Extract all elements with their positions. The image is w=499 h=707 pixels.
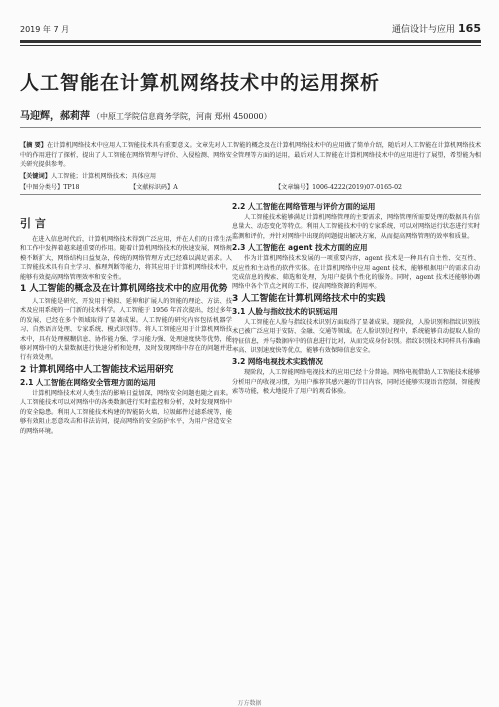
section-2-3-heading: 2.3 人工智能在 agent 技术方面的应用 (232, 243, 368, 253)
left-column (20, 200, 232, 436)
clc-number: 【中图分类号】TP18 (20, 184, 80, 191)
section-3-2-paragraph: 现阶段，人工智能网络电视技术的应用已经十分普遍。网络电视借助人工智能技术能够分析用户的收视习惯，为用户推荐其感兴趣的节目内容，同时还能够实现语音控制、智能搜索等功能，极大地提升了用户的观看体验。 (232, 369, 480, 396)
journal-info (392, 22, 481, 35)
issue-date: 2019 年 7 月 (20, 25, 70, 34)
running-header (20, 22, 481, 38)
section-2-2-paragraph: 人工智能技术能够满足计算机网络管理的主要需求，网络管理所需要处理的数据具有信息量大、动态变化等特点。利用人工智能技术中的专家系统，可以对网络运行状态进行实时监测和评价，并针对网络中出现的问题提出解决方案，从而提高网络管理的效率和质量。 (232, 214, 480, 240)
section-2-heading: 2 计算机网络中人工智能技术运用研究 (20, 364, 174, 375)
author-names: 马迎辉，郝莉萍 (20, 111, 90, 122)
author-line (20, 107, 272, 122)
header-rule-thin (20, 45, 481, 46)
page-footer: 万方数据 (237, 700, 262, 707)
journal-name: 通信设计与应用 (392, 25, 456, 35)
section-2-2-heading: 2.2 人工智能在网络管理与评价方面的运用 (232, 202, 376, 211)
section-2-3-paragraph: 作为计算机网络技术发展的一项重要内容，agent 技术是一种具有自主性、交互性、反应性和主动性的软件实体。在计算机网络中应用 agent 技术，能够根据用户的需求自动完成信息的搜索、筛选和处理，为用户提供个性化的服务。同时，agent 技术还能够协调网络中各个节点之间的工作，提高网络资源的利用率。 (232, 255, 480, 291)
intro-paragraph: 在进入信息时代后，计算机网络技术得到广泛应用，并在人们的日常生活和工作中发挥着越来越重要的作用。随着计算机网络技术的快速发展，网络规模不断扩大，网络结构日益复杂，传统的网络管理方式已经难以满足需求。人工智能技术具有自主学习、推理判断等能力，将其应用于计算机网络技术中，能够有效提高网络管理效率和安全性。 (20, 236, 232, 281)
intro-heading: 引 言 (20, 217, 46, 230)
article-number: 【文章编号】1006-4222(2019)07-0165-02 (275, 184, 402, 191)
section-3-heading: 3 人工智能在计算机网络技术中的实践 (232, 293, 386, 304)
abstract-label: 【摘 要】 (20, 142, 47, 149)
section-3-1-heading: 3.1 人脸与指纹技术的识别运用 (232, 306, 338, 316)
abstract-rule-top (20, 127, 481, 128)
keywords (20, 171, 481, 180)
abstract-rule-bottom (20, 194, 481, 195)
abstract (20, 141, 481, 170)
keywords-text: 人工智能；计算机网络技术；具体应用 (50, 173, 157, 180)
header-rule-thick (20, 40, 481, 43)
section-2-1-heading: 2.1 人工智能在网络安全管理方面的运用 (20, 377, 156, 387)
abstract-text: 在计算机网络技术中应用人工智能技术具有重要意义。文章先对人工智能的概念及在计算机网络技术中的应用做了简单介绍，随后对人工智能在计算机网络技术中的作用进行了探析，提出了人工智能在网络管理与评价、入侵检测、网络安全管理等方面的运用，最后对人工智能在计算机网络技术中的应用进行了展望，希望能为相关研究提供参考。 (20, 142, 482, 168)
section-1-heading: 1 人工智能的概念及在计算机网络技术中的应用优势 (20, 284, 228, 295)
doc-code: 【文献标识码】A (130, 184, 178, 191)
paper-title: 人工智能在计算机网络技术中的运用探析 (20, 72, 381, 94)
page-number: 165 (458, 22, 481, 35)
section-2-1-paragraph: 计算机网络技术对人类生活的影响日益加深，网络安全问题也随之而来。人工智能技术可以对网络中的各类数据进行实时监控和分析，及时发现网络中的安全隐患。利用人工智能技术构建的智能防火墙、垃圾邮件过滤系统等，能够有效阻止恶意攻击和非法访问，提高网络的安全防护水平，为用户营造安全的网络环境。 (20, 389, 232, 435)
author-affiliation: （中原工学院信息商务学院，河南 郑州 450000） (92, 112, 272, 121)
right-column (232, 200, 480, 397)
section-3-2-heading: 3.2 网络电视技术实践情况 (232, 357, 323, 367)
keywords-label: 【关键词】 (20, 173, 51, 180)
section-1-paragraph: 人工智能是研究、开发用于模拟、延伸和扩展人的智能的理论、方法、技术及应用系统的一门新的技术科学。人工智能于 1956 年首次提出，经过多年的发展，已经在多个领域取得了显著成果。人工智能的研究内容包括机器学习、自然语言处理、专家系统、模式识别等。将人工智能应用于计算机网络技术中，具有处理模糊信息、协作能力强、学习能力强、处理速度快等优势，能够对网络中的大量数据进行快速分析和处理，及时发现网络中存在的问题并进行有效处理。 (20, 298, 232, 362)
section-3-1-paragraph: 人工智能在人脸与指纹技术识别方面取得了显著成果。现阶段，人脸识别和指纹识别技术已被广泛应用于安防、金融、交通等领域。在人脸识别过程中，系统能够自动提取人脸的特征信息，并与数据库中的信息进行比对，从而完成身份识别。指纹识别技术同样具有准确率高、识别速度快等优点，能够有效保障信息安全。 (232, 318, 480, 355)
